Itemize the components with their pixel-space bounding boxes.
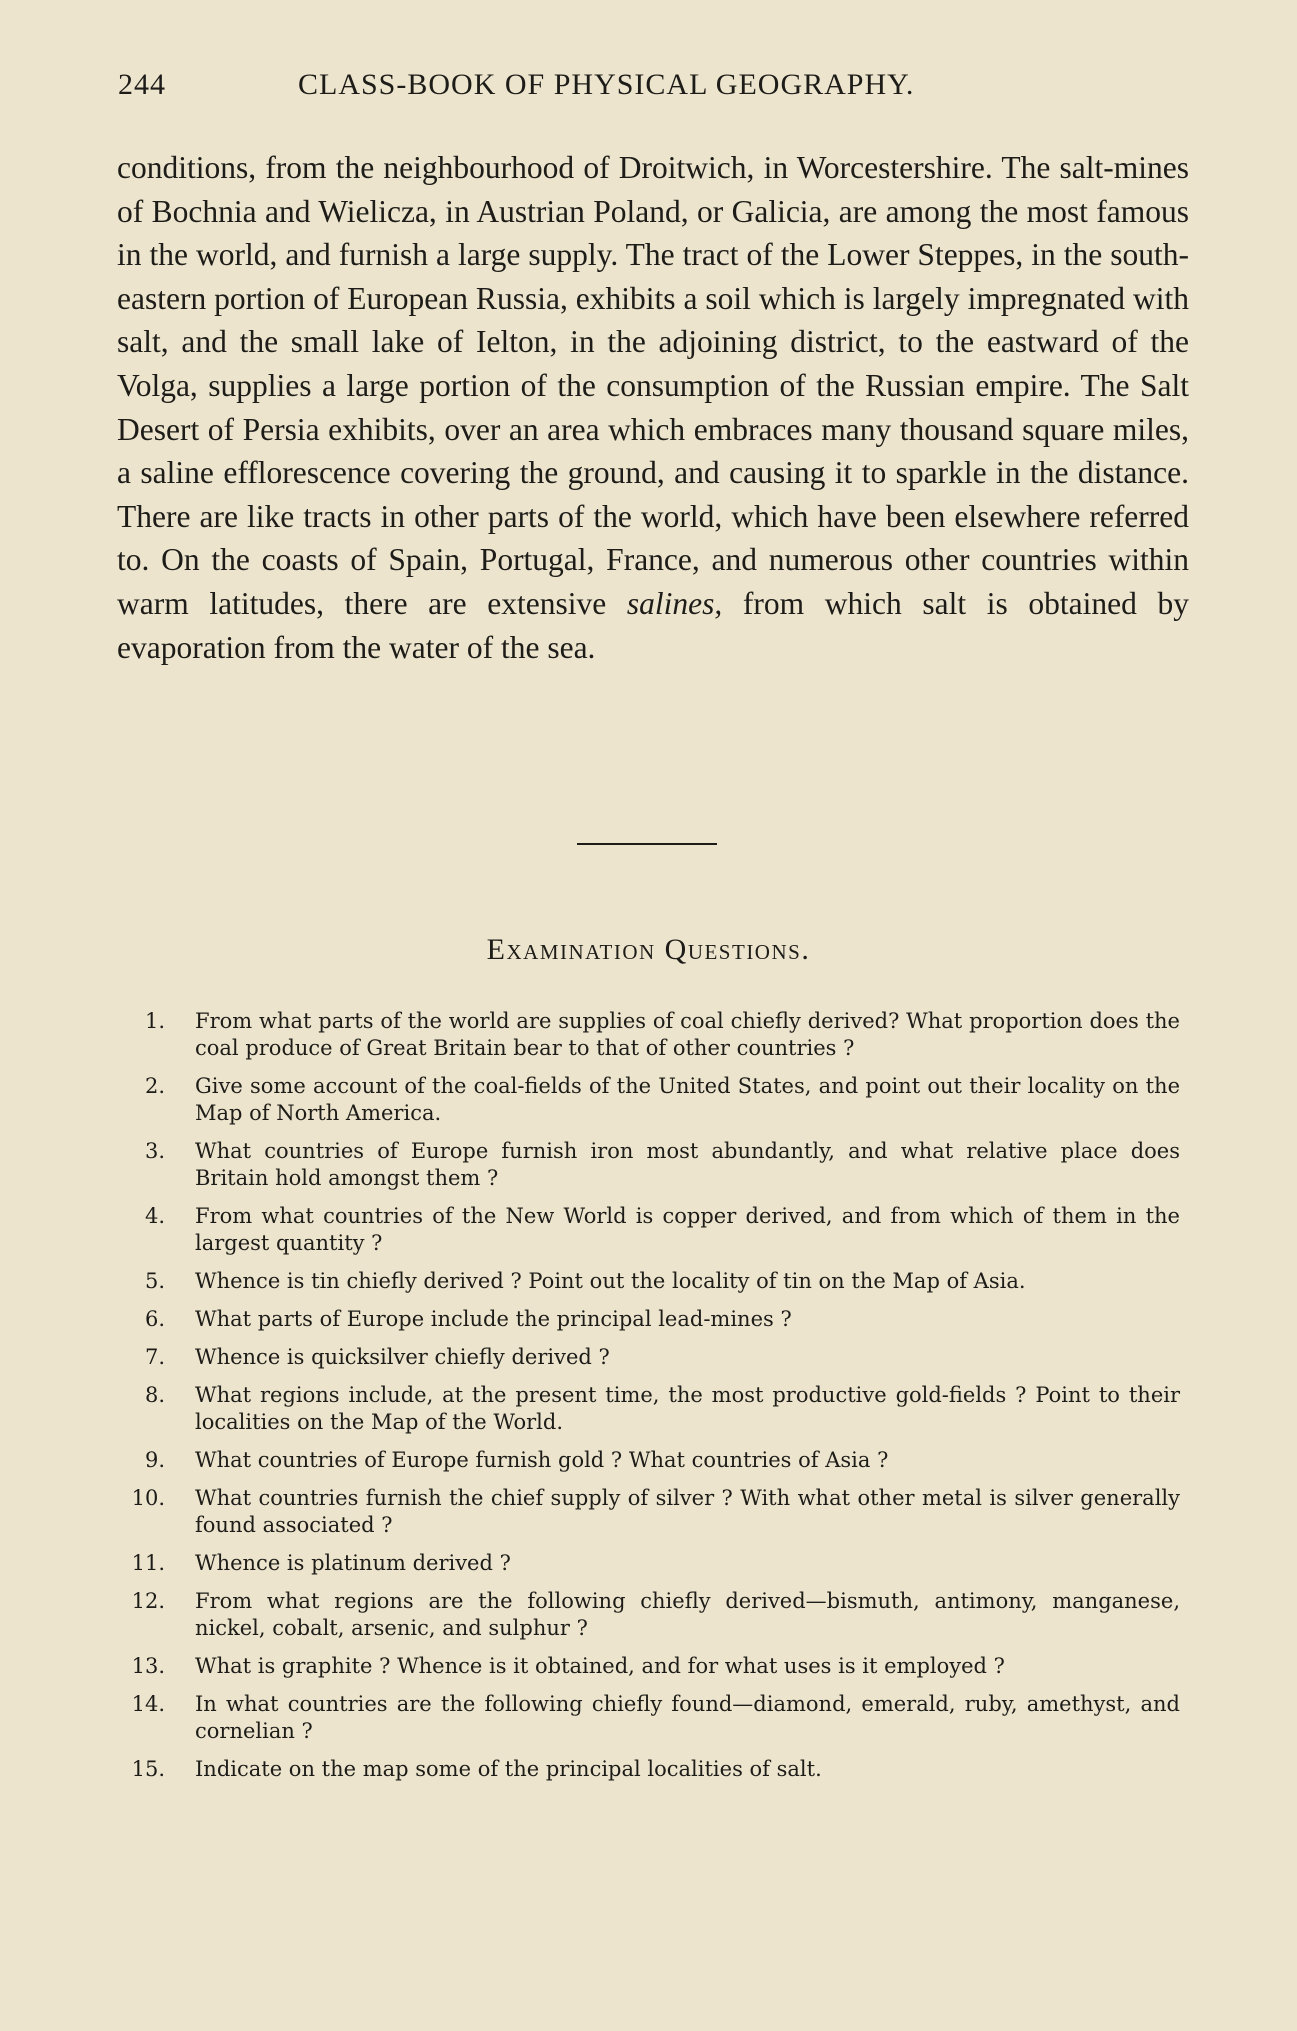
question-text: Whence is tin chiefly derived ? Point out the locality of tin on the Map of Asia.: [195, 1269, 1026, 1293]
question-number: 6.: [144, 1307, 165, 1331]
question-item: [125, 1344, 1180, 1371]
italic-term: salines,: [626, 585, 723, 621]
question-text: What countries of Europe furnish gold ? What countries of Asia ?: [195, 1448, 889, 1472]
question-number: 15.: [131, 1757, 165, 1781]
page-number: 244: [118, 68, 166, 101]
question-text: What countries of Europe furnish iron most abundantly, and what relative place does Britain hold amongst them ?: [195, 1139, 1180, 1190]
question-text: What is graphite ? Whence is it obtained, and for what uses is it employed ?: [195, 1654, 1005, 1678]
question-number: 7.: [144, 1345, 165, 1369]
question-number: 11.: [131, 1551, 165, 1575]
question-number: 14.: [131, 1692, 165, 1716]
question-text: Indicate on the map some of the principal localities of salt.: [195, 1757, 822, 1781]
question-number: 4.: [144, 1204, 165, 1228]
page-header: [118, 68, 1188, 118]
question-text: Whence is platinum derived ?: [195, 1551, 511, 1575]
body-text-part-1: conditions, from the neighbourhood of Droitwich, in Worcestershire. The salt-mines of Bochnia and Wielicza, in Austrian Poland, or Galicia, are among the most famous in the world, and furnish a large supply. The tract of the Lower Steppes, in the south-eastern portion of European Russia, exhibits a soil which is largely impregnated with salt, and the small lake of Ielton, in the adjoining district, to the eastward of the Volga, supplies a large portion of the consumption of the Russian empire. The Salt Desert of Persia exhibits, over an area which embraces many thousand square miles, a saline efflorescence covering the ground, and causing it to sparkle in the distance. There are like tracts in other parts of the world, which have been elsewhere referred to. On the coasts of Spain, Portugal, France, and numerous other countries within warm latitudes, there are extensive: [117, 150, 1189, 621]
question-item: [125, 1203, 1180, 1257]
question-item: [125, 1447, 1180, 1474]
question-number: 13.: [131, 1654, 165, 1678]
question-item: [125, 1756, 1180, 1783]
running-head: CLASS-BOOK OF PHYSICAL GEOGRAPHY.: [298, 68, 915, 101]
question-number: 3.: [144, 1139, 165, 1163]
question-item: [125, 1073, 1180, 1127]
question-number: 12.: [131, 1589, 165, 1613]
examination-heading: Examination Questions.: [486, 933, 811, 966]
question-number: 10.: [131, 1486, 165, 1510]
question-item: [125, 1485, 1180, 1539]
question-text: From what regions are the following chiefly derived—bismuth, antimony, manganese, nickel, cobalt, arsenic, and sulphur ?: [195, 1589, 1180, 1640]
question-item: [125, 1653, 1180, 1680]
question-number: 1.: [144, 1009, 165, 1033]
question-text: What countries furnish the chief supply of silver ? With what other metal is silver generally found associated ?: [195, 1486, 1180, 1537]
question-item: [125, 1306, 1180, 1333]
question-number: 8.: [144, 1383, 165, 1407]
question-text: From what parts of the world are supplies of coal chiefly derived? What proportion does the coal produce of Great Britain bear to that of other countries ?: [195, 1009, 1180, 1060]
question-item: [125, 1268, 1180, 1295]
question-item: [125, 1550, 1180, 1577]
question-list: [125, 1008, 1180, 1794]
question-number: 2.: [144, 1074, 165, 1098]
section-divider: [577, 843, 717, 845]
question-text: What parts of Europe include the principal lead-mines ?: [195, 1307, 792, 1331]
question-item: [125, 1691, 1180, 1745]
body-paragraph: [117, 146, 1189, 669]
question-text: What regions include, at the present time, the most productive gold-fields ? Point to their localities on the Map of the World.: [195, 1383, 1180, 1434]
question-text: Whence is quicksilver chiefly derived ?: [195, 1345, 610, 1369]
question-number: 9.: [144, 1448, 165, 1472]
question-number: 5.: [144, 1269, 165, 1293]
question-item: [125, 1008, 1180, 1062]
question-item: [125, 1138, 1180, 1192]
question-text: Give some account of the coal-fields of the United States, and point out their locality on the Map of North America.: [195, 1074, 1180, 1125]
question-item: [125, 1588, 1180, 1642]
body-text-part-2: from which salt is obtained by evaporation from the water of the sea.: [117, 585, 1190, 665]
question-text: In what countries are the following chiefly found—diamond, emerald, ruby, amethyst, and cornelian ?: [195, 1692, 1180, 1743]
question-text: From what countries of the New World is copper derived, and from which of them in the largest quantity ?: [195, 1204, 1180, 1255]
question-item: [125, 1382, 1180, 1436]
